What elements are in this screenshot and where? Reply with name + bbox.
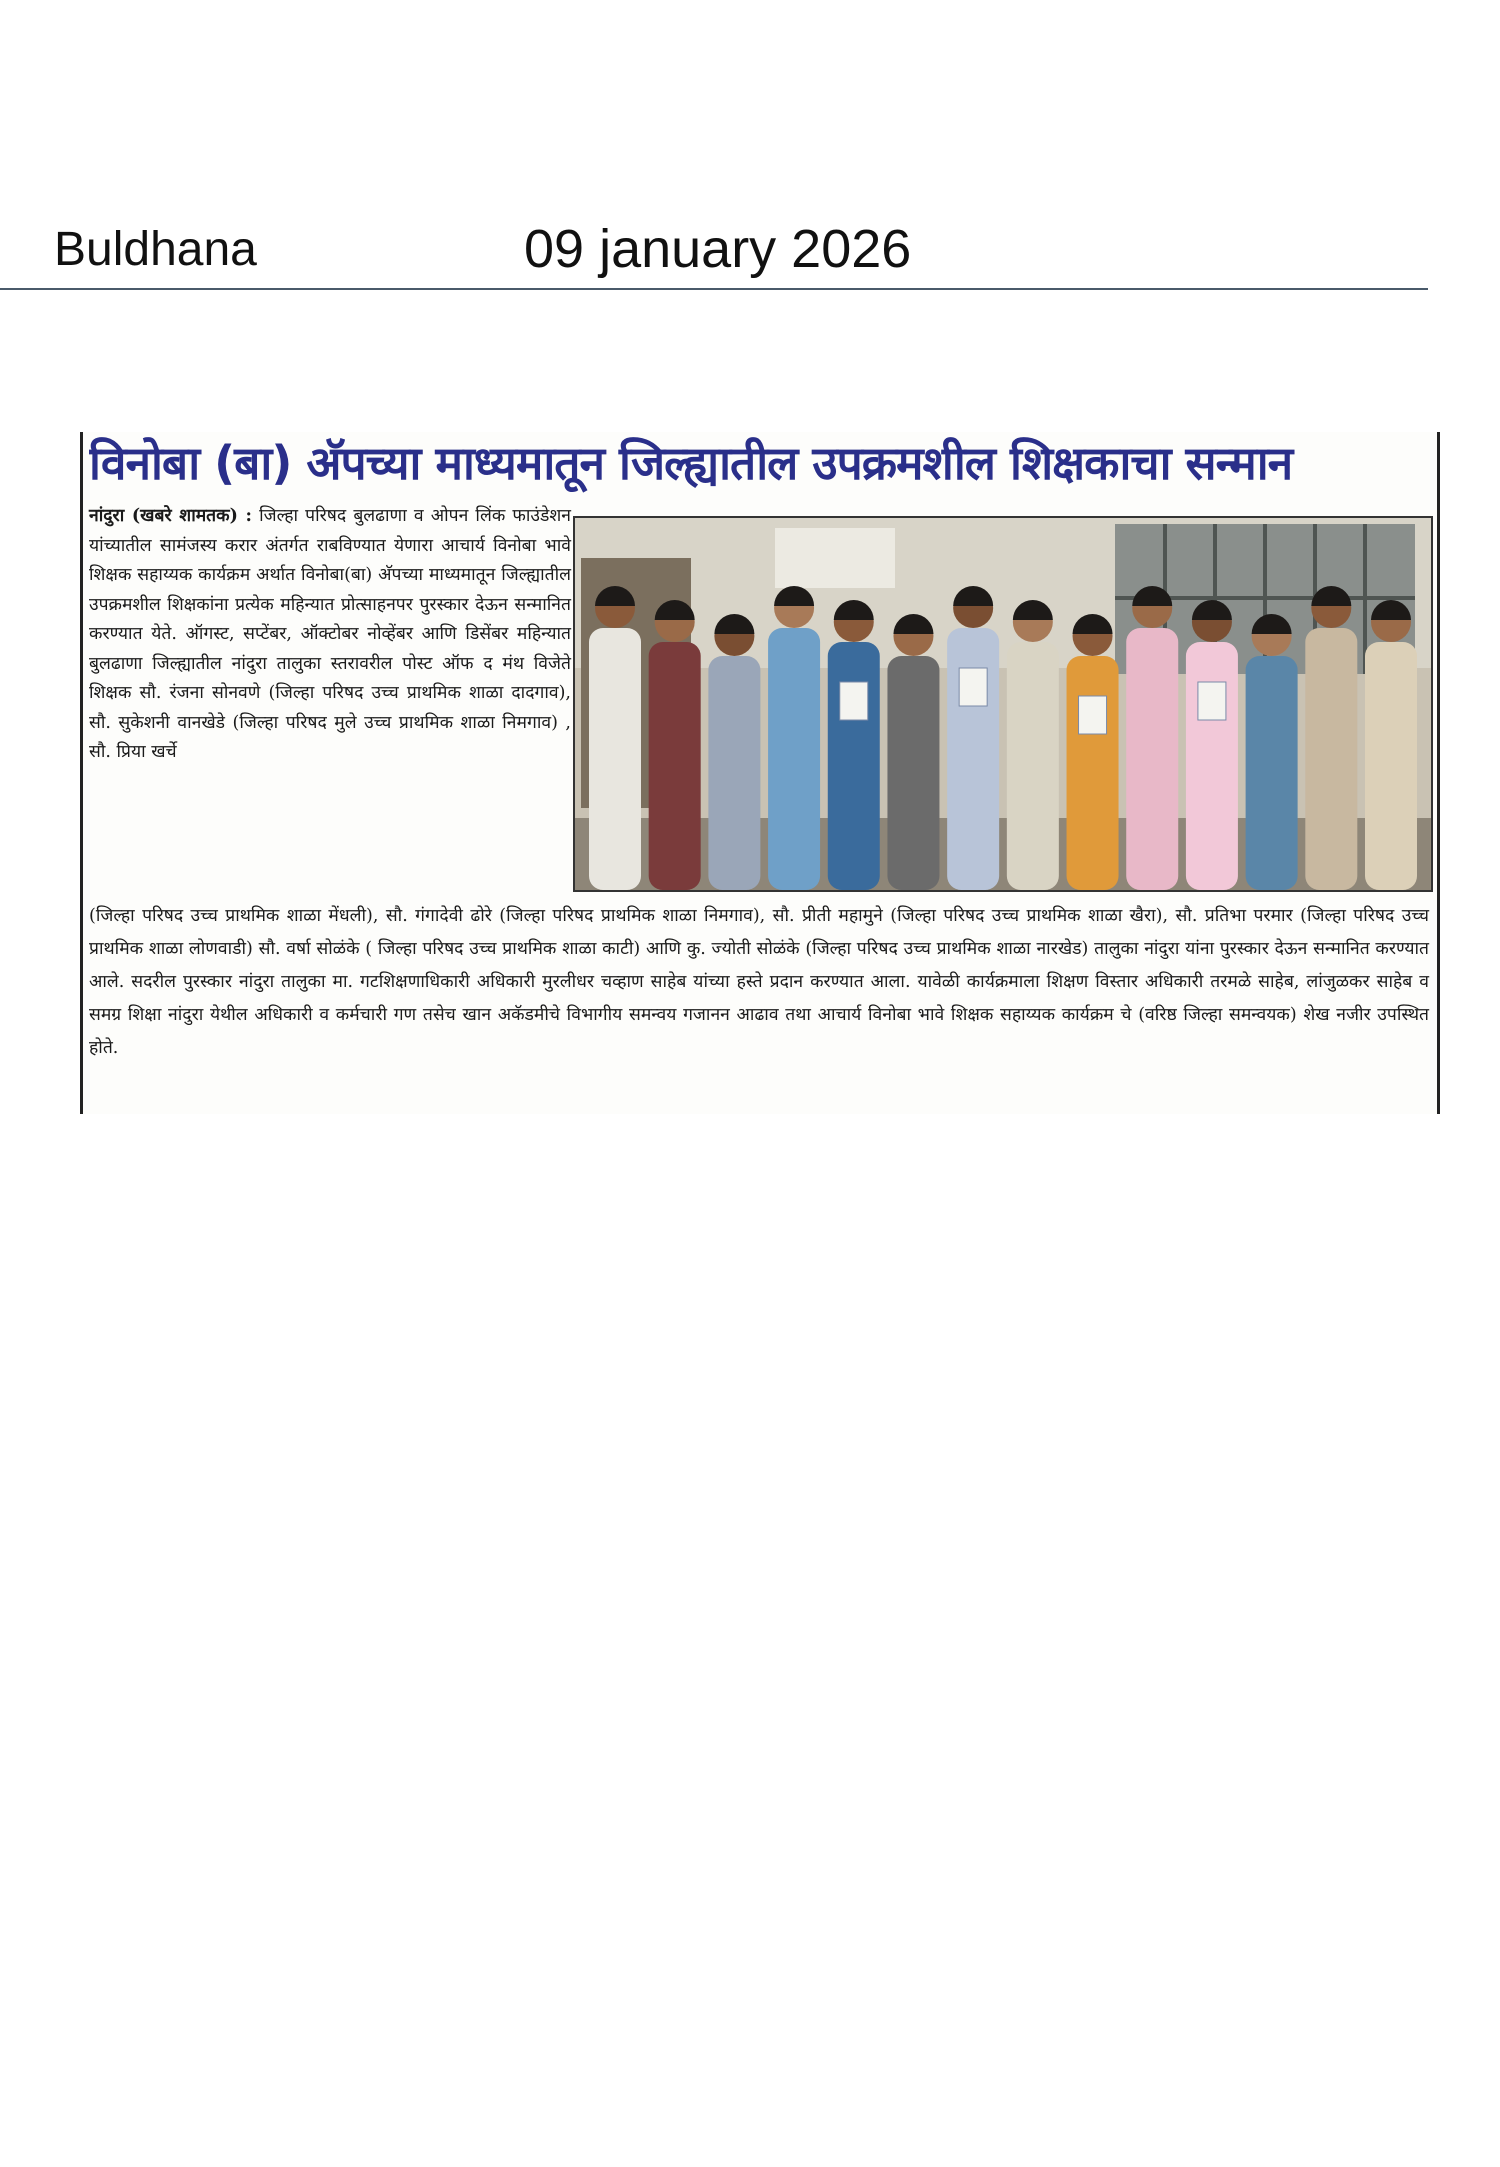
photo-person (947, 586, 999, 890)
photo-person (1365, 600, 1417, 890)
article-column-body: जिल्हा परिषद बुलढाणा व ओपन लिंक फाउंडेशन यांच्यातील सामंजस्य करार अंतर्गत राबविण्यात येणारा आचार्य विनोबा भावे शिक्षक सहाय्यक कार्यक्रम अर्थात विनोबा(बा) अ‍ॅपच्या माध्यमातून जिल्ह्यातील उपक्रमशील शिक्षकांना प्रत्येक महिन्यात प्रोत्साहनपर पुरस्कार देऊन सन्मानित करण्यात येते. ऑगस्ट, सप्टेंबर, ऑक्टोबर नोव्हेंबर आणि डिसेंबर महिन्यात बुलढाणा जिल्ह्यातील नांदुरा तालुका स्तरावरील पोस्ट ऑफ द मंथ विजेते शिक्षक सौ. रंजना सोनवणे (जिल्हा परिषद उच्च प्राथमिक शाळा दादगाव), सौ. सुकेशनी वानखेडे (जिल्हा परिषद मुले उच्च प्राथमिक शाळा निमगाव) , सौ. प्रिया खर्चे (89, 506, 571, 762)
article-photo (573, 516, 1433, 892)
photo-person (1305, 586, 1357, 890)
page-header (0, 200, 1428, 290)
photo-person (1007, 600, 1059, 890)
article-full-text: (जिल्हा परिषद उच्च प्राथमिक शाळा मेंधली), सौ. गंगादेवी ढोरे (जिल्हा परिषद प्राथमिक शाळा निमगाव), सौ. प्रीती महामुने (जिल्हा परिषद उच्च प्राथमिक शाळा खैरा), सौ. प्रतिभा परमार (जिल्हा परिषद उच्च प्राथमिक शाळा लोणवाडी) सौ. वर्षा सोळंके ( जिल्हा परिषद उच्च प्राथमिक शाळा काटी) आणि कु. ज्योती सोळंके (जिल्हा परिषद उच्च प्राथमिक शाळा नारखेड) तालुका नांदुरा यांना पुरस्कार देऊन सन्मानित करण्यात आले. सदरील पुरस्कार नांदुरा तालुका मा. गटशिक्षणाधिकारी अधिकारी मुरलीधर चव्हाण साहेब यांच्या हस्ते प्रदान करण्यात आला. यावेळी कार्यक्रमाला शिक्षण विस्तार अधिकारी तरमळे साहेब, लांजुळकर साहेब व समग्र शिक्षा नांदुरा येथील अधिकारी व कर्मचारी गण तसेच खान अकॅडमीचे विभागीय समन्वय गजानन आढाव तथा आचार्य विनोबा भावे शिक्षक सहाय्यक कार्यक्रम चे (वरिष्ठ जिल्हा समन्वयक) शेख नजीर उपस्थित होते. (89, 906, 1429, 1058)
header-divider (0, 288, 1428, 290)
newspaper-clipping (80, 432, 1440, 1114)
photo-person (649, 600, 701, 890)
article-headline: विनोबा (बा) अ‍ॅपच्या माध्यमातून जिल्ह्यातील उपक्रमशील शिक्षकाचा सन्मान (89, 436, 1293, 490)
article-lead: नांदुरा (खबरे शामतक) : (89, 506, 252, 526)
header-city: Buldhana (54, 223, 257, 276)
photo-person (1186, 600, 1238, 890)
article-column-text (89, 502, 571, 768)
award-ceremony-photo (575, 518, 1431, 890)
header-date: 09 january 2026 (524, 219, 912, 279)
photo-person (768, 586, 820, 890)
photo-person (589, 586, 641, 890)
photo-person (828, 600, 880, 890)
photo-person (1126, 586, 1178, 890)
